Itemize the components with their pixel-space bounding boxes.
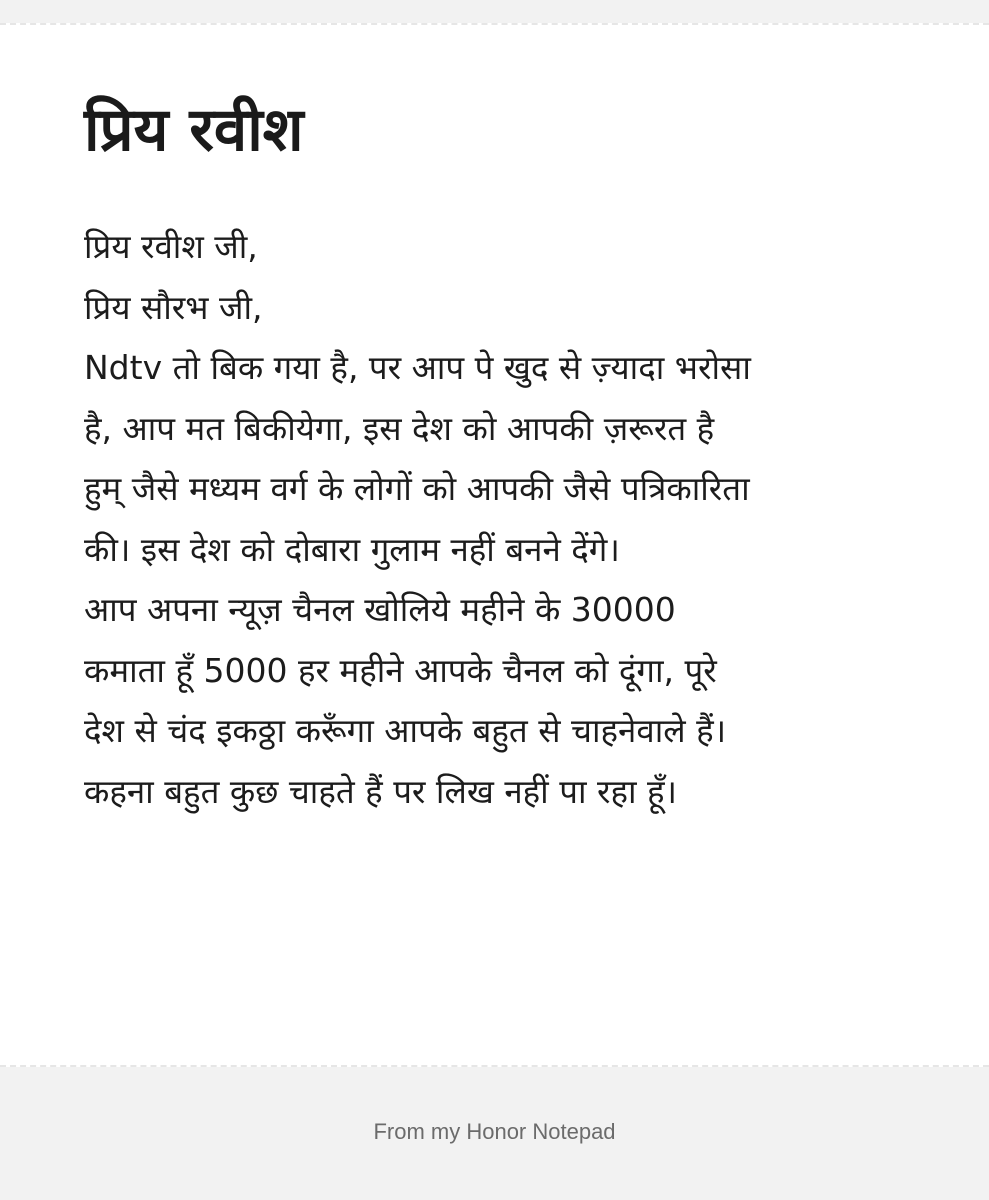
- note-line: प्रिय रवीश जी,: [84, 227, 258, 266]
- note-line: कमाता हूँ 5000 हर महीने आपके चैनल को दूंगा, पूरे: [84, 650, 717, 690]
- note-line: की। इस देश को दोबारा गुलाम नहीं बनने देंगे।: [84, 529, 620, 569]
- note-line: आप अपना न्यूज़ चैनल खोलिये महीने के 30000: [84, 590, 676, 629]
- note-line: प्रिय सौरभ जी,: [84, 287, 263, 327]
- footer-attribution: From my Honor Notepad: [373, 1119, 616, 1144]
- note-title: प्रिय रवीश: [84, 95, 304, 165]
- note-line: देश से चंद इकठ्ठा करूँगा आपके बहुत से चाहनेवाले हैं।: [84, 711, 727, 750]
- note-body: [84, 217, 944, 822]
- footer: [0, 1067, 989, 1200]
- note-line: Ndtv तो बिक गया है, पर आप पे खुद से ज़्यादा भरोसा: [84, 348, 751, 387]
- note-line: हुम् जैसे मध्यम वर्ग के लोगों को आपकी जैसे पत्रिकारिता: [84, 469, 750, 508]
- note-line: है, आप मत बिकीयेगा, इस देश को आपकी ज़रूरत है: [84, 408, 715, 448]
- note-card: [0, 23, 989, 1067]
- note-line: कहना बहुत कुछ चाहते हैं पर लिख नहीं पा रहा हूँ।: [84, 771, 678, 811]
